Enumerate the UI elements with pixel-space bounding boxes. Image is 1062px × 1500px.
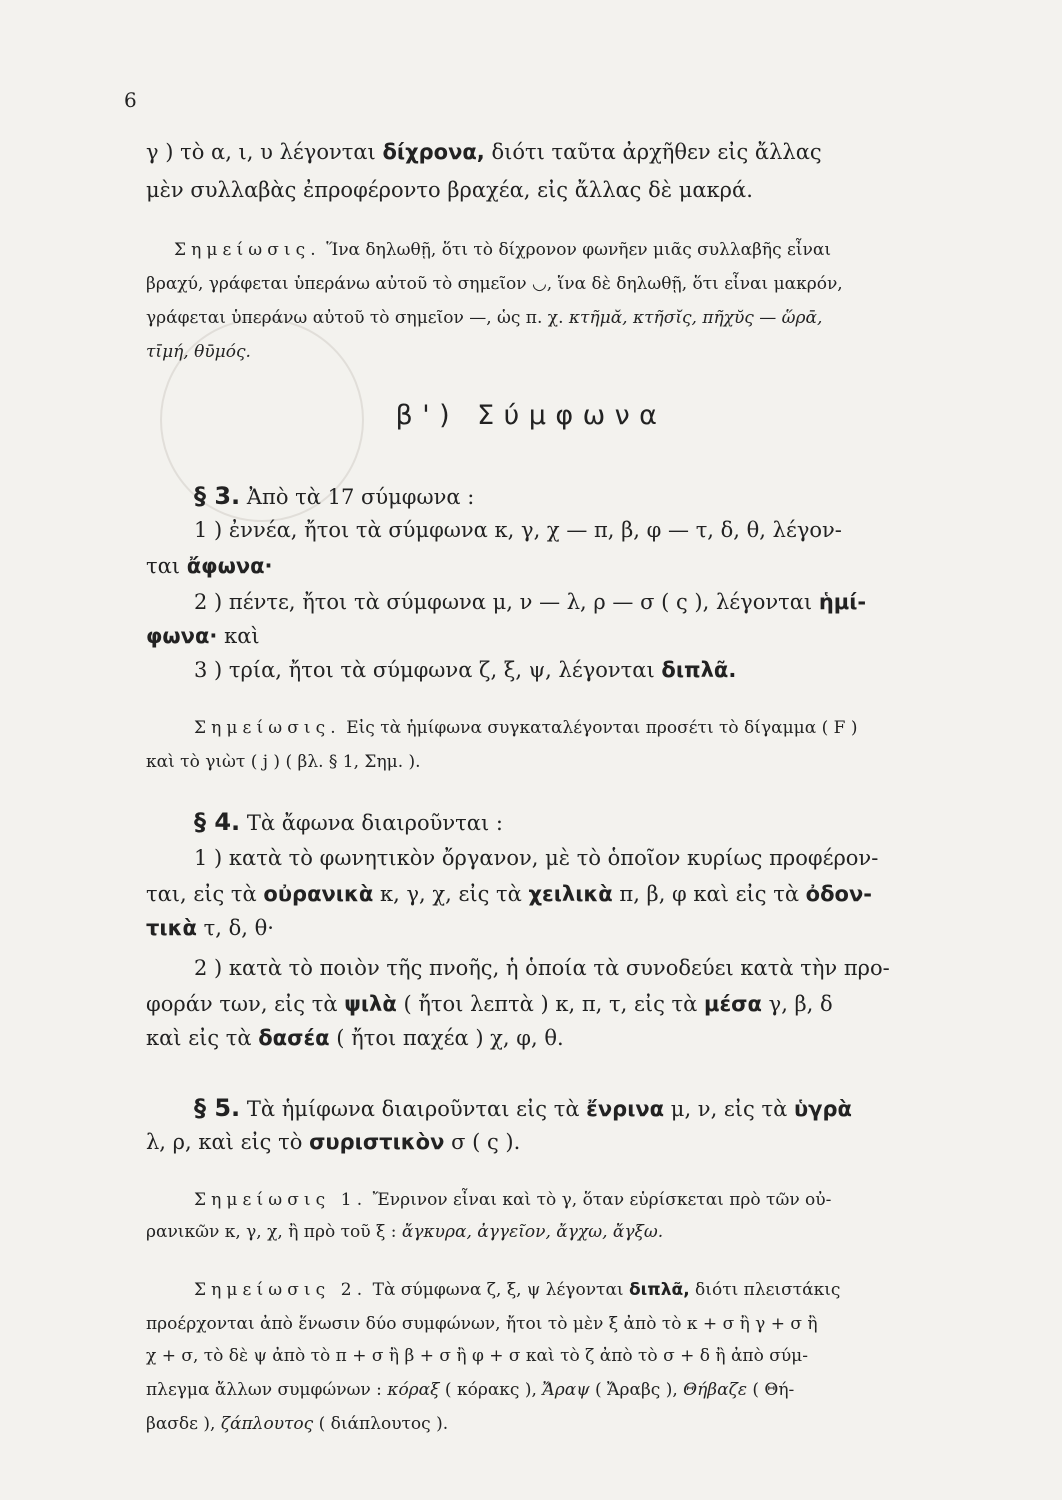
text: γ ) τὸ α, ι, υ λέγονται [146, 140, 383, 164]
bold-term: ψιλὰ [344, 992, 397, 1016]
s4-item1-cont2 [146, 912, 984, 944]
text: Εἰς τὰ ἡμίφωνα συγκαταλέγονται προσέτι τὸ δίγαμμα ( F ) [340, 718, 858, 738]
text: Ἔνρινον εἶναι καὶ τὸ γ, ὅταν εὑρίσκεται πρὸ τῶν οὐ- [367, 1190, 832, 1210]
text: καὶ εἰς τὰ [146, 1026, 259, 1050]
section-number: § 3. [194, 482, 241, 510]
text: τ, δ, θ· [196, 916, 274, 940]
s3-item1-cont [146, 550, 984, 582]
text: ται [146, 554, 187, 578]
note1-line3 [146, 304, 984, 332]
bold-term: οὐρανικὰ [263, 882, 374, 906]
bold-term: διπλᾶ, [629, 1280, 690, 1300]
section-heading: β') Σύμφωνα [395, 400, 667, 431]
text: πλεγμα ἄλλων συμφώνων : [146, 1380, 388, 1400]
text: ( κόρακς ), [439, 1380, 543, 1400]
text: Ἵνα δηλωθῇ, ὅτι τὸ δίχρονον φωνῆεν μιᾶς συλλαβῆς εἶναι [320, 240, 831, 260]
s4-item2: 2 ) κατὰ τὸ ποιὸν τῆς πνοῆς, ἡ ὁποία τὰ συνοδεύει κατὰ τὴν προ- [194, 956, 890, 980]
text: ( Θή- [746, 1380, 795, 1400]
note-label: Σημείωσις. [174, 240, 321, 260]
text: γ, β, δ [761, 992, 833, 1016]
text: 3 ) τρία, ἤτοι τὰ σύμφωνα ζ, ξ, ψ, λέγονται [194, 658, 662, 682]
note2-line2: καὶ τὸ γιὼτ ( j ) ( βλ. § 1, Σημ. ). [146, 752, 421, 772]
s3-item3 [194, 654, 1032, 686]
bold-term: δασέα [258, 1026, 330, 1050]
s3-item2 [194, 586, 1032, 618]
text: βασδε ), [146, 1414, 221, 1434]
s4-item2-cont2 [146, 1022, 984, 1054]
text: ται, εἰς τὰ [146, 882, 264, 906]
note3-line1 [194, 1186, 1032, 1214]
note1-line2: βραχύ, γράφεται ὑπεράνω αὐτοῦ τὸ σημεῖον ◡, ἵνα δὲ δηλωθῇ, ὅτι εἶναι μακρόν, [146, 274, 843, 294]
s5-line2 [146, 1126, 984, 1158]
bold-term: τικὰ [146, 916, 197, 940]
text: κ, γ, χ, εἰς τὰ [373, 882, 529, 906]
note4-line5 [146, 1410, 984, 1438]
text: 2 ) πέντε, ἤτοι τὰ σύμφωνα μ, ν — λ, ρ — σ ( ς ), λέγονται [194, 590, 819, 614]
text: γράφεται ὑπεράνω αὐτοῦ τὸ σημεῖον —, ὡς π. χ. [146, 308, 569, 328]
text: ρανικῶν κ, γ, χ, ἢ πρὸ τοῦ ξ : [146, 1222, 402, 1242]
italic-examples: ἄγκυρα, ἀγγεῖον, ἄγχω, ἄγξω. [401, 1222, 664, 1242]
italic-example: Θήβαζε [683, 1380, 747, 1400]
note4-line2: προέρχονται ἀπὸ ἕνωσιν δύο συμφώνων, ἤτοι τὸ μὲν ξ ἀπὸ τὸ κ + σ ἢ γ + σ ἢ [146, 1314, 818, 1334]
text: μ, ν, εἰς τὰ [664, 1097, 794, 1121]
bold-term: ὀδον- [805, 882, 872, 906]
bold-term: φωνα· [146, 624, 218, 648]
text: σ ( ς ). [444, 1130, 521, 1154]
note4-line1 [194, 1276, 1032, 1304]
s4-item1: 1 ) κατὰ τὸ φωνητικὸν ὄργανον, μὲ τὸ ὁποῖον κυρίως προφέρον- [194, 846, 879, 870]
text: Τὰ ἡμίφωνα διαιροῦνται εἰς τὰ [240, 1097, 587, 1121]
text: διότι πλειστάκις [689, 1280, 841, 1300]
section-number: § 5. [194, 1094, 241, 1122]
text: λ, ρ, καὶ εἰς τὸ [146, 1130, 310, 1154]
text: π, β, φ καὶ εἰς τὰ [612, 882, 806, 906]
text: Ἀπὸ τὰ 17 σύμφωνα : [240, 485, 475, 509]
bold-term: ὑγρὰ [793, 1097, 852, 1121]
italic-example: Ἄραψ [542, 1380, 590, 1400]
note-label: Σημείωσις 1. [194, 1190, 368, 1210]
s4-item2-cont [146, 988, 984, 1020]
text: καὶ [217, 624, 260, 648]
note-label: Σημείωσις 2. [194, 1280, 368, 1300]
bold-term: μέσα [704, 992, 762, 1016]
s4-intro [194, 806, 1032, 839]
s3-intro [194, 480, 1032, 513]
text: ( ἤτοι παχέα ) χ, φ, θ. [329, 1026, 564, 1050]
text: Τὰ ἄφωνα διαιροῦνται : [240, 811, 503, 835]
s4-item1-cont [146, 878, 984, 910]
bold-term: συριστικὸν [309, 1130, 445, 1154]
page-number: 6 [124, 88, 137, 112]
text: διότι ταῦτα ἀρχῆθεν εἰς ἄλλας [484, 140, 822, 164]
note4-line4 [146, 1376, 984, 1404]
text: ( ἤτοι λεπτὰ ) κ, π, τ, εἰς τὰ [396, 992, 705, 1016]
bold-term: ἔνρινα [586, 1097, 665, 1121]
paragraph-gamma-line2: μὲν συλλαβὰς ἐπροφέροντο βραχέα, εἰς ἄλλας δὲ μακρά. [146, 178, 753, 202]
s5-line1 [194, 1092, 1032, 1125]
bold-term: ἡμί- [818, 590, 867, 614]
note-label: Σημείωσις. [194, 718, 341, 738]
note1-line1 [126, 236, 1012, 264]
s3-item2-cont [146, 620, 984, 652]
note2-line1 [194, 714, 1032, 742]
note3-line2 [146, 1218, 984, 1246]
bold-term: δίχρονα, [382, 140, 485, 164]
bold-term: διπλᾶ. [661, 658, 737, 682]
italic-example: κόραξ [387, 1380, 440, 1400]
note1-line4: τῑμή, θῡμός. [146, 342, 251, 362]
bold-term: χειλικὰ [528, 882, 613, 906]
text: φοράν των, εἰς τὰ [146, 992, 345, 1016]
italic-example: ζάπλουτος [220, 1414, 314, 1434]
bold-term: ἄφωνα· [186, 554, 273, 578]
paragraph-gamma-line1 [146, 136, 984, 168]
italic-examples: κτῆμᾰ, κτῆσῐς, πῆχῠς — ὥρᾱ, [568, 308, 823, 328]
note4-line3: χ + σ, τὸ δὲ ψ ἀπὸ τὸ π + σ ἢ β + σ ἢ φ + σ καὶ τὸ ζ ἀπὸ τὸ σ + δ ἢ ἀπὸ σύμ- [146, 1346, 808, 1366]
text: ( διάπλουτος ). [313, 1414, 449, 1434]
text: Τὰ σύμφωνα ζ, ξ, ψ λέγονται [367, 1280, 629, 1300]
s3-item1: 1 ) ἐννέα, ἤτοι τὰ σύμφωνα κ, γ, χ — π, β, φ — τ, δ, θ, λέγον- [194, 518, 842, 542]
text: ( Ἄραβς ), [589, 1380, 684, 1400]
section-number: § 4. [194, 808, 241, 836]
